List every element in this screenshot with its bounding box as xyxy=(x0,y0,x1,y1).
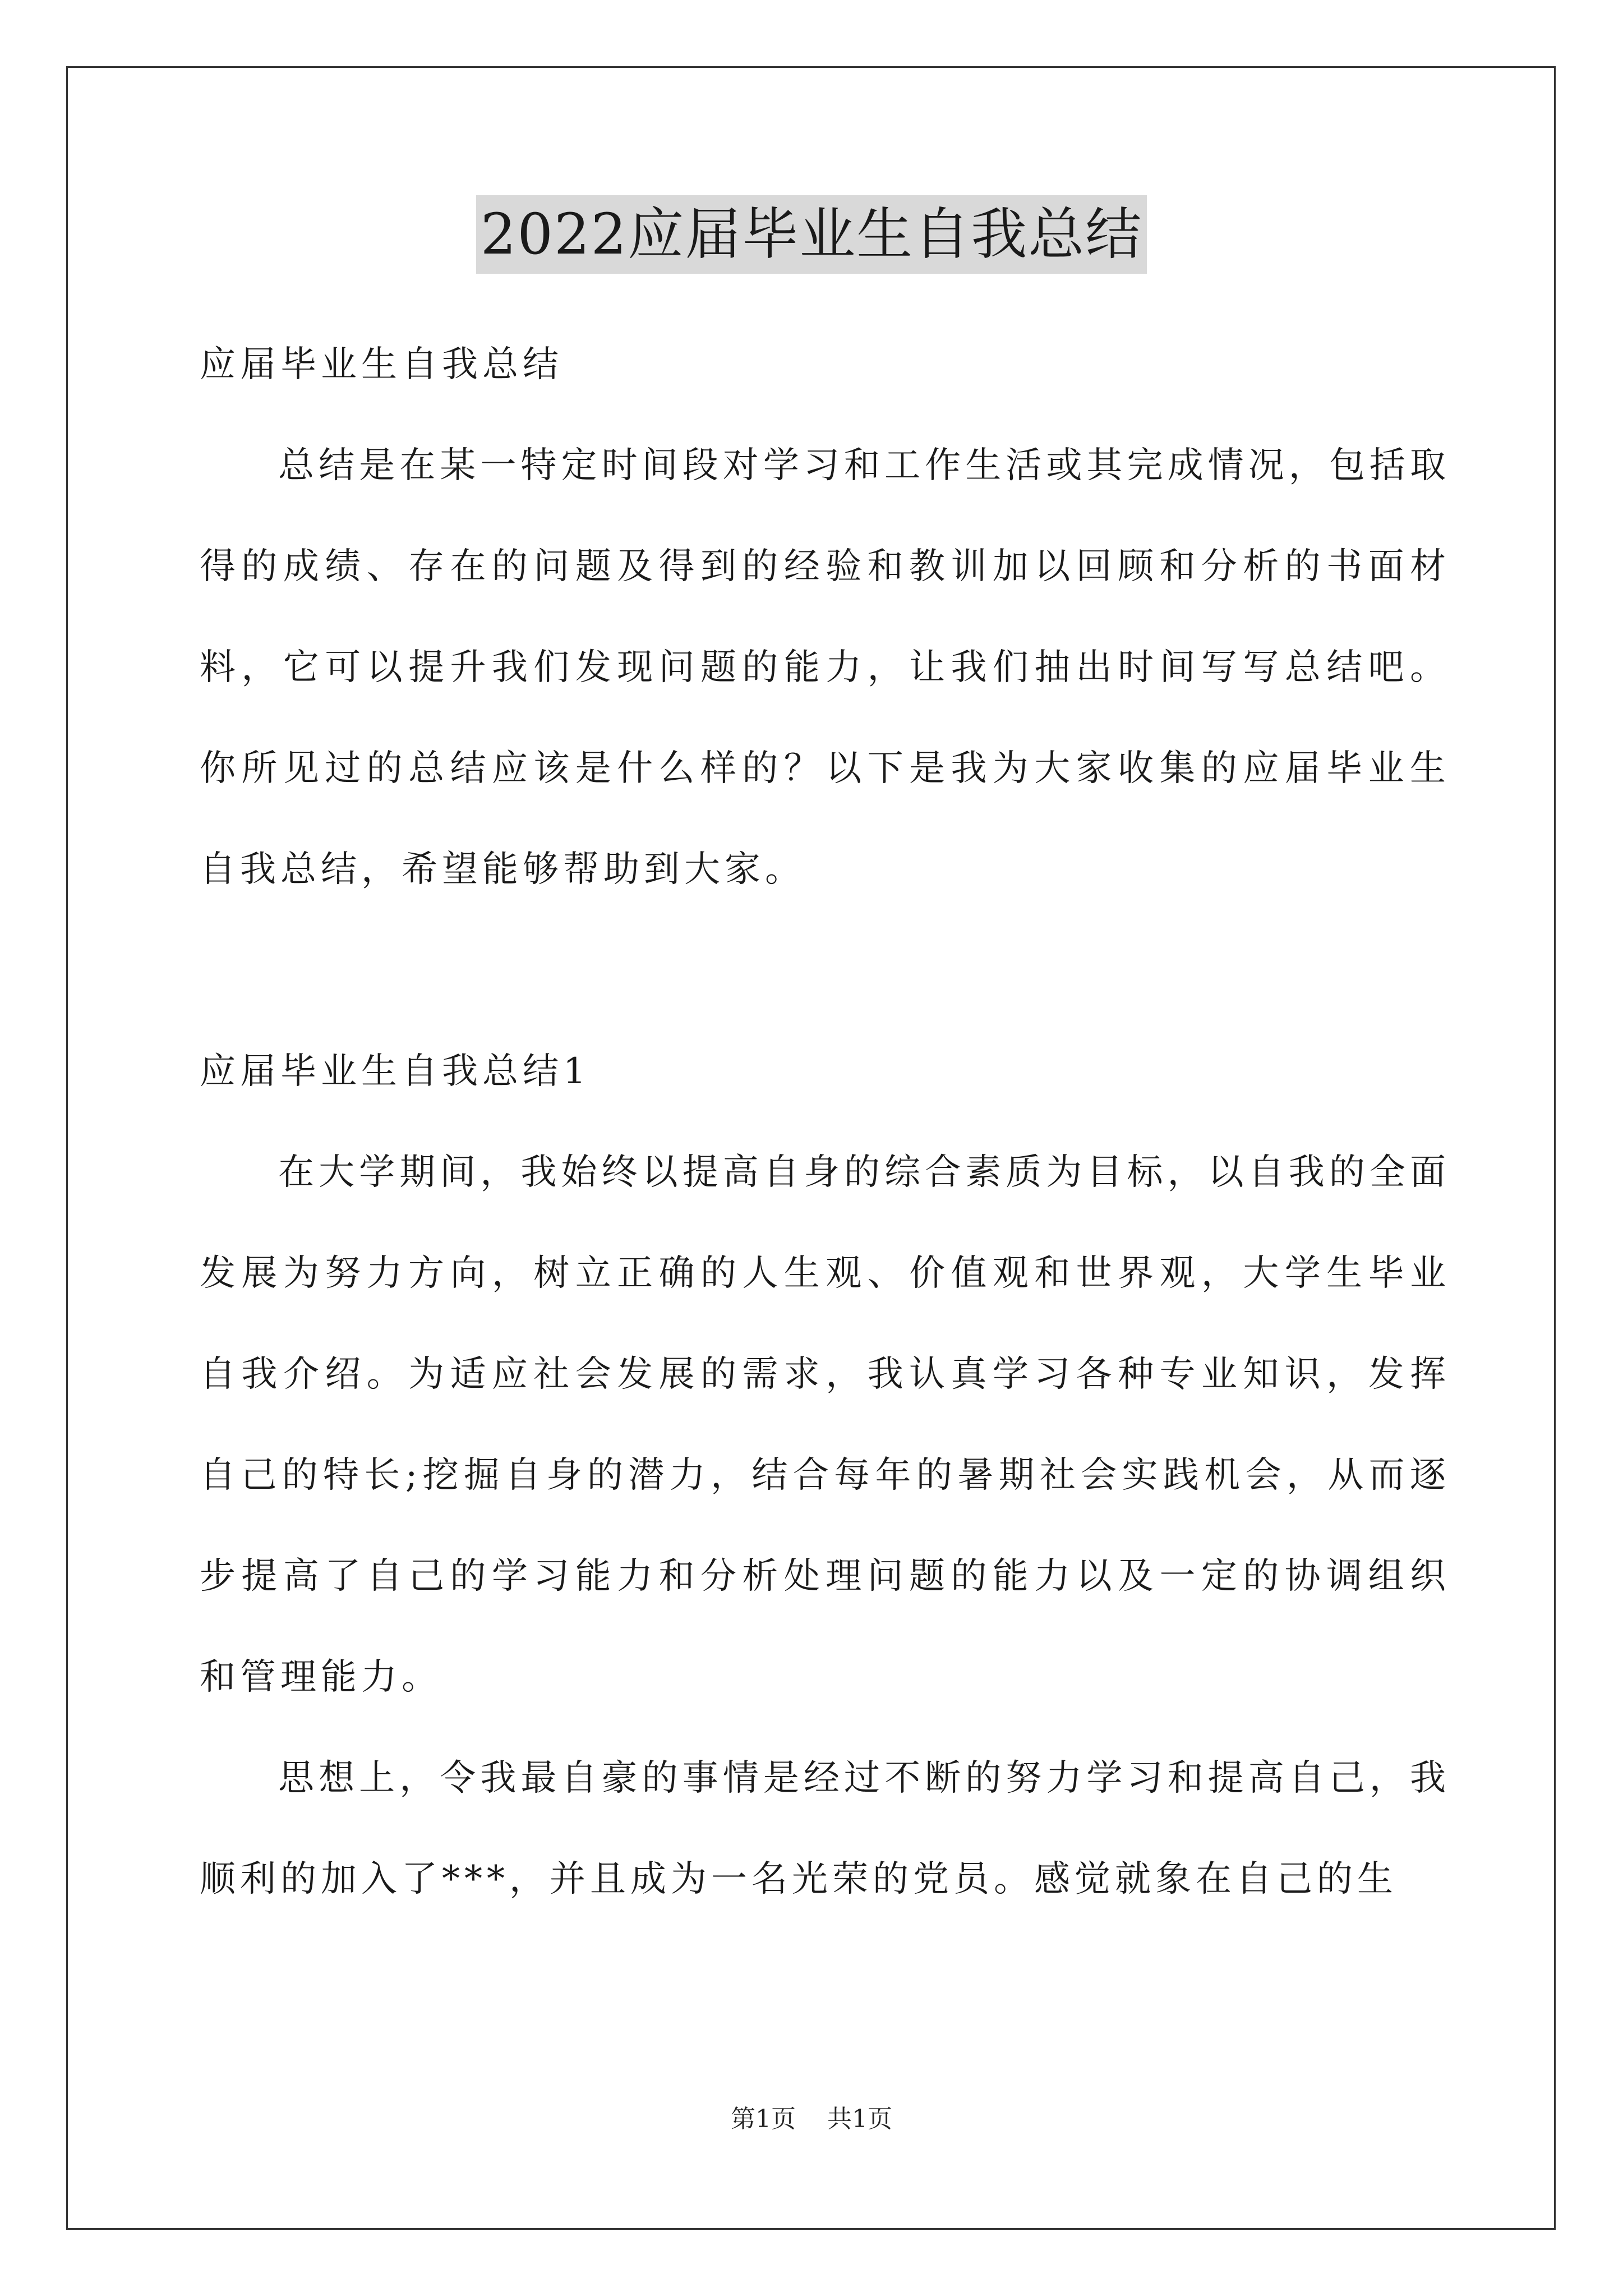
document-body xyxy=(200,314,1450,1930)
page-footer xyxy=(0,2102,1623,2136)
title-container xyxy=(0,195,1623,274)
page-number-total: 共1页 xyxy=(827,2105,892,2133)
section-spacer xyxy=(200,920,1450,1021)
section-paragraph: 在大学期间，我始终以提高自身的综合素质为目标，以自我的全面发展为努力方向，树立正确的人生观、价值观和世界观，大学生毕业自我介绍。为适应社会发展的需求，我认真学习各种专业知识，发挥自己的特长;挖掘自身的潜力，结合每年的暑期社会实践机会，从而逐步提高了自己的学习能力和分析处理问题的能力以及一定的协调组织和管理能力。 xyxy=(200,1152,1450,1698)
document-subtitle: 应届毕业生自我总结 xyxy=(200,344,563,385)
intro-paragraph: 总结是在某一特定时间段对学习和工作生活或其完成情况，包括取得的成绩、存在的问题及得到的经验和教训加以回顾和分析的书面材料，它可以提升我们发现问题的能力，让我们抽出时间写写总结吧。你所见过的总结应该是什么样的？以下是我为大家收集的应届毕业生自我总结，希望能够帮助到大家。 xyxy=(200,445,1450,890)
document-title: 2022应届毕业生自我总结 xyxy=(476,195,1147,274)
section-paragraph: 思想上，令我最自豪的事情是经过不断的努力学习和提高自己，我顺利的加入了***，并且成为一名光荣的党员。感觉就象在自己的生 xyxy=(200,1757,1450,1900)
section-heading: 应届毕业生自我总结1 xyxy=(200,1051,591,1092)
page-number-current: 第1页 xyxy=(731,2105,796,2133)
